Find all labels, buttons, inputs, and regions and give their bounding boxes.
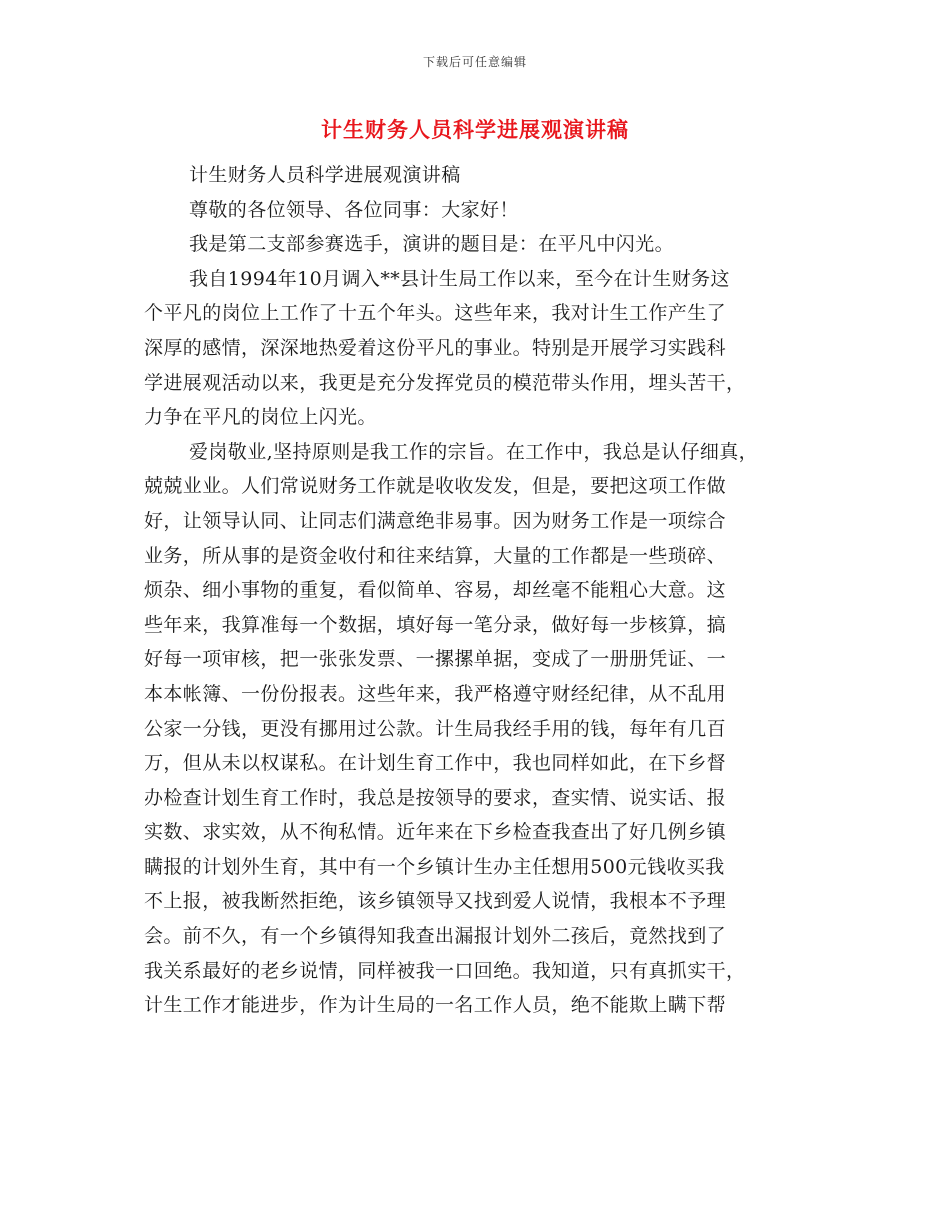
text-line: 瞒报的计划外生育，其中有一个乡镇计生办主任想用500元钱收买我 xyxy=(144,855,725,878)
text-line: 好，让领导认同、让同志们满意绝非易事。因为财务工作是一项综合 xyxy=(144,509,727,532)
text-line: 计生财务人员科学进展观演讲稿 xyxy=(189,164,461,186)
text-line: 万，但从未以权谋私。在计划生育工作中，我也同样如此，在下乡督 xyxy=(144,752,727,775)
text-line: 我关系最好的老乡说情，同样被我一口回绝。我知道，只有真抓实干， xyxy=(144,959,746,982)
text-line: 些年来，我算准每一个数据，填好每一笔分录，做好每一步核算，搞 xyxy=(144,613,727,636)
text-line: 业务，所从事的是资金收付和往来结算，大量的工作都是一些琐碎、 xyxy=(144,544,727,567)
text-line: 实数、求实效，从不徇私情。近年来在下乡检查我查出了好几例乡镇 xyxy=(144,821,727,844)
text-line: 学进展观活动以来，我更是充分发挥党员的模范带头作用，埋头苦干， xyxy=(144,371,746,394)
text-line: 深厚的感情，深深地热爱着这份平凡的事业。特别是开展学习实践科 xyxy=(144,336,727,359)
text-line: 我是第二支部参赛选手，演讲的题目是：在平凡中闪光。 xyxy=(189,233,675,256)
text-line: 我自1994年10月调入**县计生局工作以来，至今在计生财务这 xyxy=(189,267,730,290)
text-line: 个平凡的岗位上工作了十五个年头。这些年来，我对计生工作产生了 xyxy=(144,302,727,325)
text-line: 尊敬的各位领导、各位同事：大家好！ xyxy=(189,198,519,221)
text-line: 好每一项审核，把一张张发票、一摞摞单据，变成了一册册凭证、一 xyxy=(144,648,727,671)
text-line: 兢兢业业。人们常说财务工作就是收收发发，但是，要把这项工作做 xyxy=(144,475,727,498)
page-header-note: 下载后可任意编辑 xyxy=(422,55,527,69)
text-line: 爱岗敬业,坚持原则是我工作的宗旨。在工作中，我总是认仔细真， xyxy=(189,440,759,463)
text-line: 本本帐簿、一份份报表。这些年来，我严格遵守财经纪律，从不乱用 xyxy=(144,682,727,705)
text-line: 计生工作才能进步，作为计生局的一名工作人员，绝不能欺上瞒下帮 xyxy=(144,994,727,1017)
text-line: 烦杂、细小事物的重复，看似简单、容易，却丝毫不能粗心大意。这 xyxy=(144,579,727,602)
text-line: 办检查计划生育工作时，我总是按领导的要求，查实情、说实话、报 xyxy=(144,786,727,809)
text-line: 不上报，被我断然拒绝，该乡镇领导又找到爱人说情，我根本不予理 xyxy=(144,890,727,913)
text-line: 会。前不久，有一个乡镇得知我查出漏报计划外二孩后，竟然找到了 xyxy=(144,925,727,948)
text-line: 公家一分钱，更没有挪用过公款。计生局我经手用的钱，每年有几百 xyxy=(144,717,727,740)
text-line: 力争在平凡的岗位上闪光。 xyxy=(144,406,377,429)
document-body xyxy=(144,158,804,1023)
document-title: 计生财务人员科学进展观演讲稿 xyxy=(321,117,629,142)
